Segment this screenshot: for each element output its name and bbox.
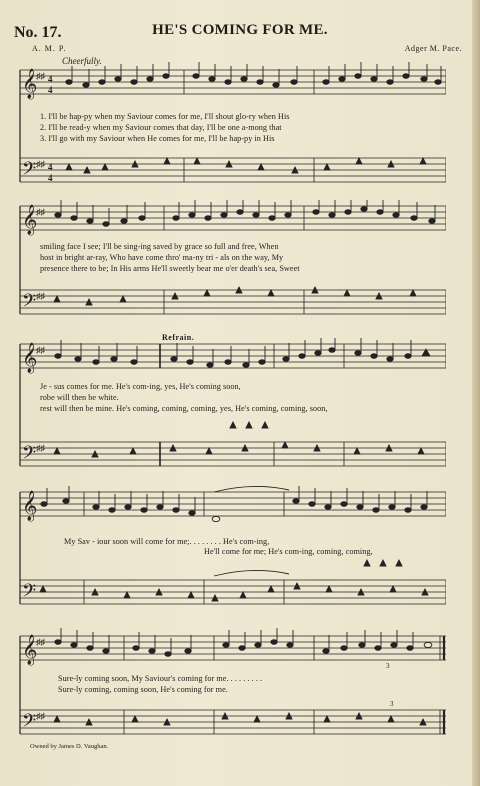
svg-text:4: 4	[48, 173, 53, 183]
lyric-line: 1. I'll be hap-py when my Saviour comes for me, I'll shout glo-ry when His	[40, 112, 290, 121]
music-system-1	[14, 62, 446, 192]
lyric-line: 3. I'll go with my Saviour when He comes for me, I'll be hap-py in His	[40, 134, 275, 143]
lyric-line: host in bright ar-ray, Who have come thro' ma-ny tri - als on the way, My	[40, 253, 284, 262]
hymn-number: No. 17.	[14, 24, 62, 41]
svg-text:𝄞: 𝄞	[22, 69, 38, 99]
copyright-footer: Owned by James D. Vaughan.	[30, 743, 109, 750]
svg-text:3: 3	[390, 700, 394, 708]
music-system-3	[14, 338, 446, 478]
music-system-4	[14, 486, 446, 626]
music-system-2	[14, 200, 446, 330]
svg-text:𝄢: 𝄢	[22, 581, 37, 606]
lyric-line: Sure-ly coming, coming soon, He's coming for me.	[58, 685, 228, 694]
svg-text:𝄞: 𝄞	[22, 491, 38, 521]
svg-text:𝄢: 𝄢	[22, 711, 37, 736]
svg-text:4: 4	[48, 74, 53, 84]
lyric-line: 2. I'll be read-y when my Saviour comes that day, I'll be one a-mong that	[40, 123, 282, 132]
music-system-5	[14, 628, 446, 746]
lyric-line: Sure-ly coming soon, My Saviour's coming for me. . . . . . . . .	[58, 674, 263, 683]
svg-text:𝄢: 𝄢	[22, 291, 37, 316]
lyric-line: Je - sus comes for me. He's com-ing, yes, He's coming soon,	[40, 382, 241, 391]
svg-text:𝄢: 𝄢	[22, 159, 37, 184]
lyric-line: smiling face I see; I'll be sing-ing saved by grace so full and free, When	[40, 242, 279, 251]
lyric-line: rest will then be mine. He's coming, coming, coming, yes, He's coming, coming, soon,	[40, 404, 328, 413]
tempo-marking: Cheerfully.	[62, 56, 102, 66]
svg-text:♯♯: ♯♯	[36, 71, 45, 81]
composer-credit: Adger M. Pace.	[404, 44, 462, 53]
svg-text:3: 3	[386, 662, 390, 670]
system-4-staves	[14, 486, 446, 626]
svg-text:♯♯: ♯♯	[36, 159, 45, 169]
svg-text:♯♯: ♯♯	[36, 291, 45, 301]
svg-text:♯♯: ♯♯	[36, 207, 45, 217]
lyric-line: He'll come for me; He's com-ing, coming, coming,	[204, 547, 373, 556]
lyricist-credit: A. M. P.	[32, 44, 67, 53]
svg-text:4: 4	[48, 162, 53, 172]
svg-text:𝄞: 𝄞	[22, 205, 38, 235]
svg-text:♯♯: ♯♯	[36, 443, 45, 453]
refrain-label: Refrain.	[162, 333, 195, 342]
page-binding-edge	[472, 0, 480, 786]
svg-text:♯♯: ♯♯	[36, 711, 45, 721]
hymn-header	[0, 0, 480, 60]
lyric-line: presence there to be; In His arms He'll sweetly bear me o'er death's sea, Sweet	[40, 264, 300, 273]
svg-text:𝄞: 𝄞	[22, 635, 38, 665]
svg-text:♯♯: ♯♯	[36, 345, 45, 355]
hymn-title: HE'S COMING FOR ME.	[152, 22, 328, 38]
svg-text:♯♯: ♯♯	[36, 637, 45, 647]
lyric-line: My Sav - iour soon will come for me;. . . . . . . . He's com-ing,	[64, 537, 270, 546]
svg-text:𝄢: 𝄢	[22, 443, 37, 468]
svg-text:4: 4	[48, 85, 53, 95]
lyric-line: robe will then be white.	[40, 393, 119, 402]
svg-text:𝄞: 𝄞	[22, 343, 38, 373]
